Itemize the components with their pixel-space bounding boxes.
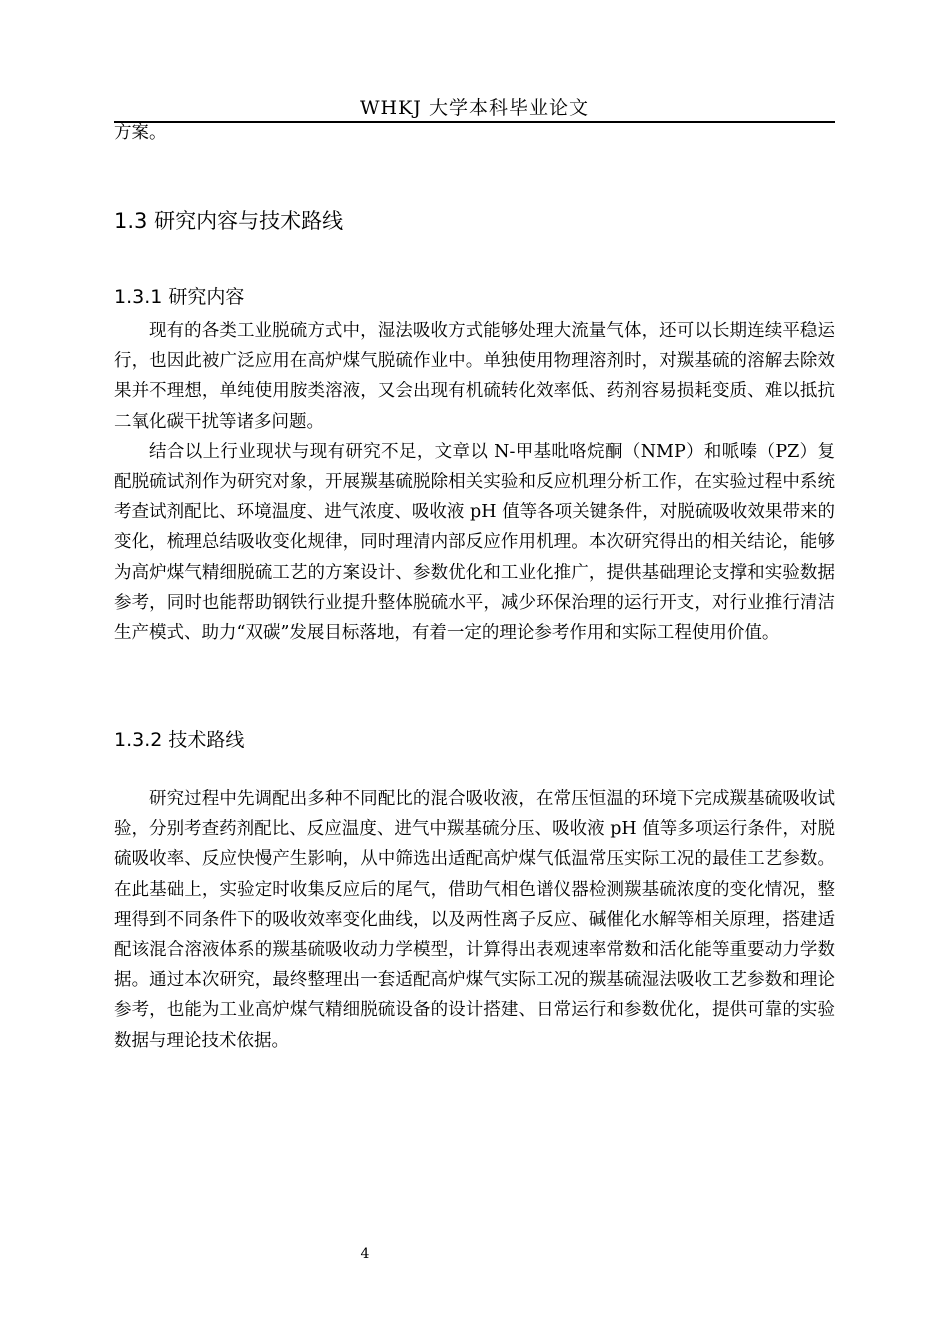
page-number: 4 xyxy=(360,1246,370,1262)
paragraph: 结合以上行业现状与现有研究不足，文章以 N-甲基吡咯烷酮（NMP）和哌嗪（PZ）复配脱硫试剂作为研究对象，开展羰基硫脱除相关实验和反应机理分析工作，在实验过程中系统考查试剂配比、环境温度、进气浓度、吸收液 pH 值等各项关键条件，对脱硫吸收效果带来的变化，梳理总结吸收变化规律，同时理清内部反应作用机理。本次研究得出的相关结论，能够为高炉煤气精细脱硫工艺的方案设计、参数优化和工业化推广，提供基础理论支撑和实验数据参考，同时也能帮助钢铁行业提升整体脱硫水平，减少环保治理的运行开支，对行业推行清洁生产模式、助力“双碳”发展目标落地，有着一定的理论参考作用和实际工程使用价值。 xyxy=(114,441,835,644)
subsection-heading-technical-route: 1.3.2 技术路线 xyxy=(114,729,245,751)
section-heading: 1.3 研究内容与技术路线 xyxy=(114,209,344,233)
running-header: WHKJ 大学本科毕业论文 xyxy=(360,97,589,119)
research-content-body xyxy=(114,316,835,648)
continuation-text xyxy=(114,118,835,148)
continued-paragraph: 方案。 xyxy=(114,123,167,143)
technical-route-body xyxy=(114,784,835,1056)
paragraph: 现有的各类工业脱硫方式中，湿法吸收方式能够处理大流量气体，还可以长期连续平稳运行，也因此被广泛应用在高炉煤气脱硫作业中。单独使用物理溶剂时，对羰基硫的溶解去除效果并不理想，单纯使用胺类溶液，又会出现有机硫转化效率低、药剂容易损耗变质、难以抵抗二氧化碳干扰等诸多问题。 xyxy=(114,321,835,432)
paragraph: 研究过程中先调配出多种不同配比的混合吸收液，在常压恒温的环境下完成羰基硫吸收试验，分别考查药剂配比、反应温度、进气中羰基硫分压、吸收液 pH 值等多项运行条件，对脱硫吸收率、反应快慢产生影响，从中筛选出适配高炉煤气低温常压实际工况的最佳工艺参数。在此基础上，实验定时收集反应后的尾气，借助气相色谱仪器检测羰基硫浓度的变化情况，整理得到不同条件下的吸收效率变化曲线，以及两性离子反应、碱催化水解等相关原理，搭建适配该混合溶液体系的羰基硫吸收动力学模型，计算得出表观速率常数和活化能等重要动力学数据。通过本次研究，最终整理出一套适配高炉煤气实际工况的羰基硫湿法吸收工艺参数和理论参考，也能为工业高炉煤气精细脱硫设备的设计搭建、日常运行和参数优化，提供可靠的实验数据与理论技术依据。 xyxy=(114,789,835,1051)
subsection-heading-research-content: 1.3.1 研究内容 xyxy=(114,286,245,308)
